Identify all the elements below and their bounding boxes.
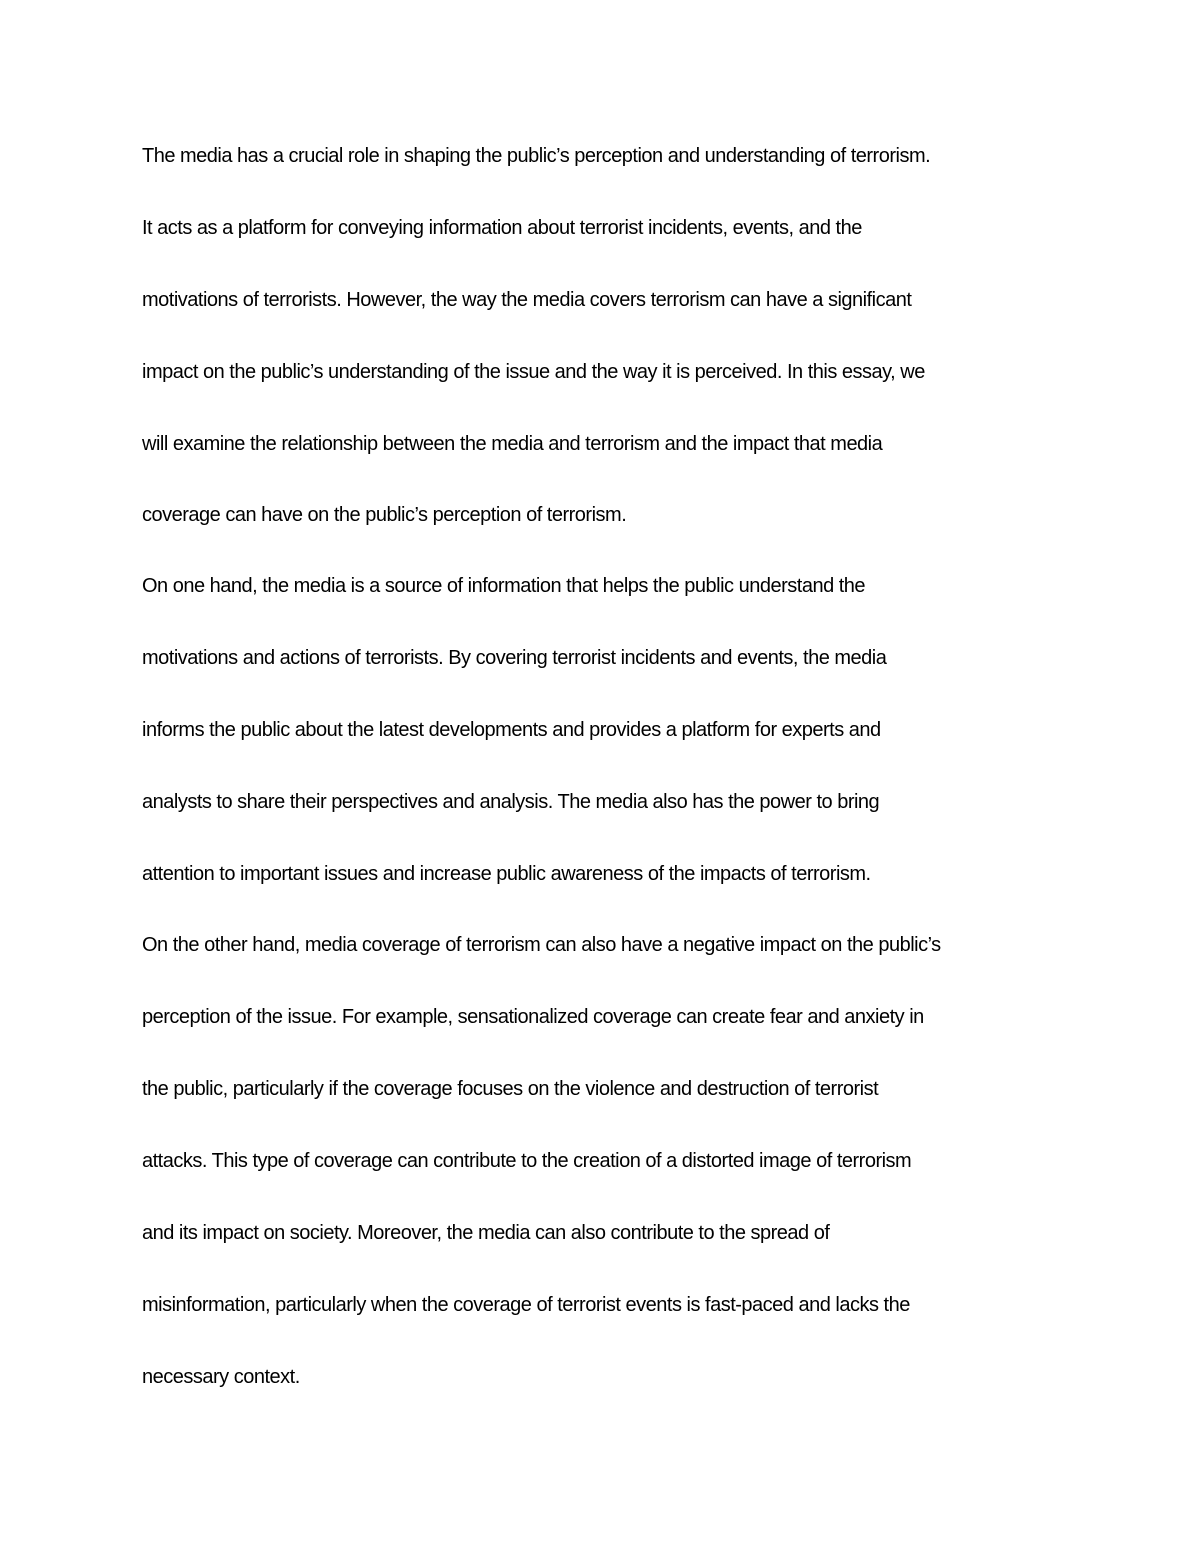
paragraph-3-line-1: On the other hand, media coverage of terrorism can also have a negative impact on the public’s <box>142 934 941 956</box>
paragraph-2-line-2: motivations and actions of terrorists. By covering terrorist incidents and events, the media <box>142 647 887 669</box>
paragraph-2-line-4: analysts to share their perspectives and analysis. The media also has the power to bring <box>142 791 880 813</box>
paragraph-3-line-6: misinformation, particularly when the coverage of terrorist events is fast-paced and lacks the <box>142 1294 910 1316</box>
paragraph-2-line-3: informs the public about the latest developments and provides a platform for experts and <box>142 719 881 741</box>
paragraph-1-line-3: motivations of terrorists. However, the way the media covers terrorism can have a significant <box>142 289 912 311</box>
paragraph-3-line-2: perception of the issue. For example, sensationalized coverage can create fear and anxiety in <box>142 1006 924 1028</box>
paragraph-3-line-7: necessary context. <box>142 1366 300 1388</box>
paragraph-1-line-2: It acts as a platform for conveying information about terrorist incidents, events, and the <box>142 217 862 239</box>
paragraph-2-line-5: attention to important issues and increase public awareness of the impacts of terrorism. <box>142 863 871 885</box>
paragraph-1-line-1: The media has a crucial role in shaping the public’s perception and understanding of terrorism. <box>142 145 931 167</box>
paragraph-3-line-5: and its impact on society. Moreover, the media can also contribute to the spread of <box>142 1222 830 1244</box>
paragraph-1-line-5: will examine the relationship between the media and terrorism and the impact that media <box>142 433 883 455</box>
paragraph-3-line-3: the public, particularly if the coverage focuses on the violence and destruction of terrorist <box>142 1078 879 1100</box>
paragraph-1-line-4: impact on the public’s understanding of the issue and the way it is perceived. In this essay, we <box>142 361 925 383</box>
paragraph-1-line-6: coverage can have on the public’s perception of terrorism. <box>142 504 627 526</box>
paragraph-2-line-1: On one hand, the media is a source of information that helps the public understand the <box>142 575 866 597</box>
paragraph-3-line-4: attacks. This type of coverage can contribute to the creation of a distorted image of terrorism <box>142 1150 912 1172</box>
